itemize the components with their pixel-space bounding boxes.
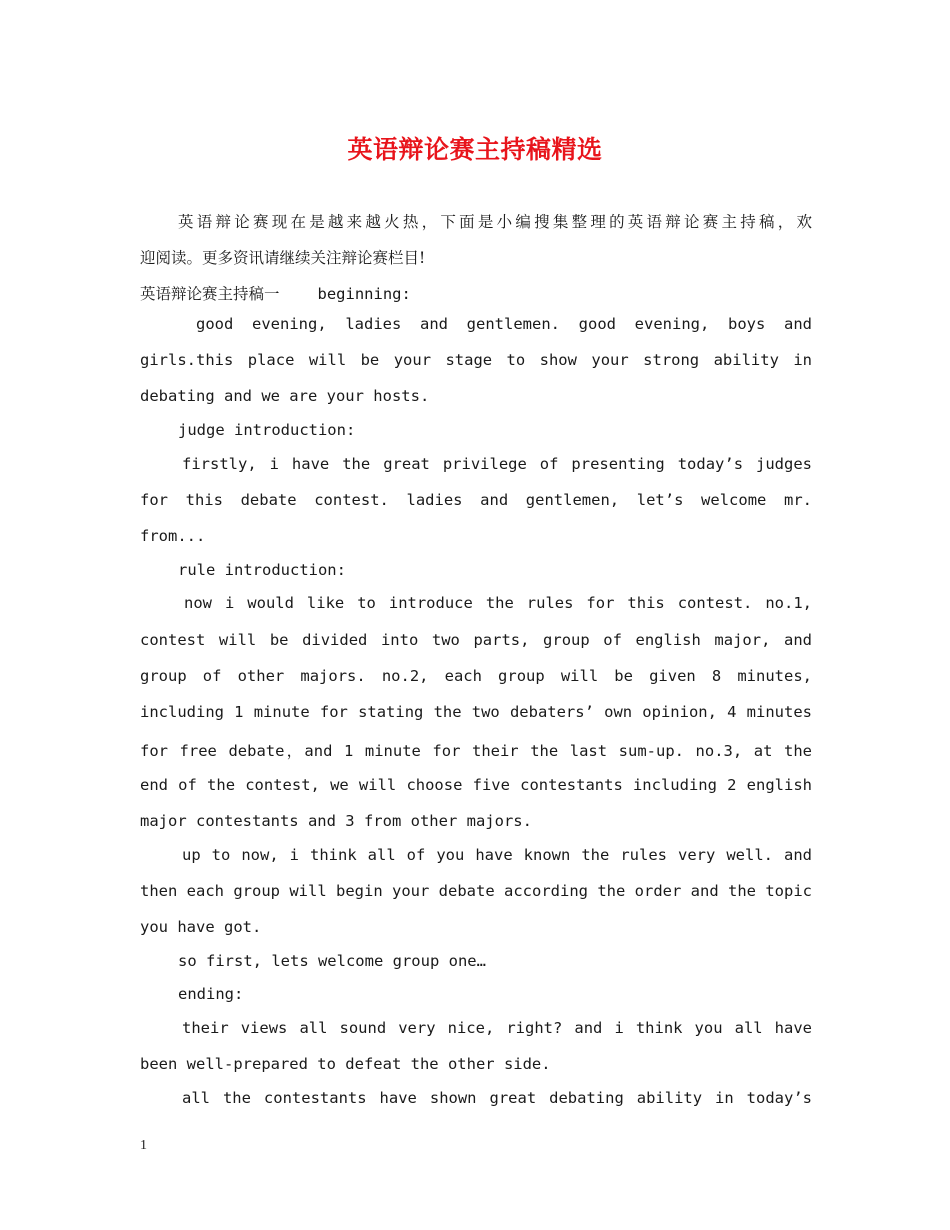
paragraph-line: you have got. [140,918,262,936]
page-number: 1 [140,1138,147,1153]
section-heading: 英语辩论赛主持稿一 [140,285,280,303]
paragraph-line: debating and we are your hosts. [140,387,430,405]
subheading-rule: rule introduction: [178,561,346,579]
subheading-judge: judge introduction: [178,421,356,439]
paragraph-line: up to now, i think all of you have known the rules very well. and [182,846,812,864]
intro-line-1: 英语辩论赛现在是越来越火热，下面是小编搜集整理的英语辩论赛主持稿，欢 [178,213,812,231]
paragraph-line: girls.this place will be your stage to show your strong ability in [140,351,812,369]
paragraph-line: then each group will begin your debate according the order and the topic [140,882,812,900]
paragraph-line: firstly, i have the great privilege of presenting today’s judges [182,455,812,473]
paragraph-line: contest will be divided into two parts, group of english major, and [140,631,812,649]
page-title: 英语辩论赛主持稿精选 [347,135,603,164]
paragraph-line: been well-prepared to defeat the other side. [140,1055,551,1073]
paragraph-line: major contestants and 3 from other majors. [140,812,532,830]
paragraph-line: so first, lets welcome group one… [178,952,486,970]
paragraph-line: including 1 minute for stating the two debaters’ own opinion, 4 minutes [140,703,812,721]
paragraph-line: group of other majors. no.2, each group will be given 8 minutes, [140,667,812,685]
paragraph-line: all the contestants have shown great debating ability in today’s [182,1089,812,1107]
paragraph-line: their views all sound very nice, right? and i think you all have [182,1019,812,1037]
intro-line-2: 迎阅读。更多资讯请继续关注辩论赛栏目! [140,249,426,267]
section-heading-row [140,282,411,304]
paragraph-line: now i would like to introduce the rules for this contest. no.1, [184,594,812,612]
paragraph-line: end of the contest, we will choose five contestants including 2 english [140,776,812,794]
paragraph-line: for this debate contest. ladies and gentlemen, let’s welcome mr. [140,491,812,509]
section-subheading: beginning: [317,285,411,303]
paragraph-line: from... [140,527,206,545]
paragraph-line: good evening, ladies and gentlemen. good evening, boys and [196,315,812,333]
subheading-ending: ending: [178,985,244,1003]
paragraph-line: for free debate，and 1 minute for their the last sum-up. no.3, at the [140,742,812,760]
